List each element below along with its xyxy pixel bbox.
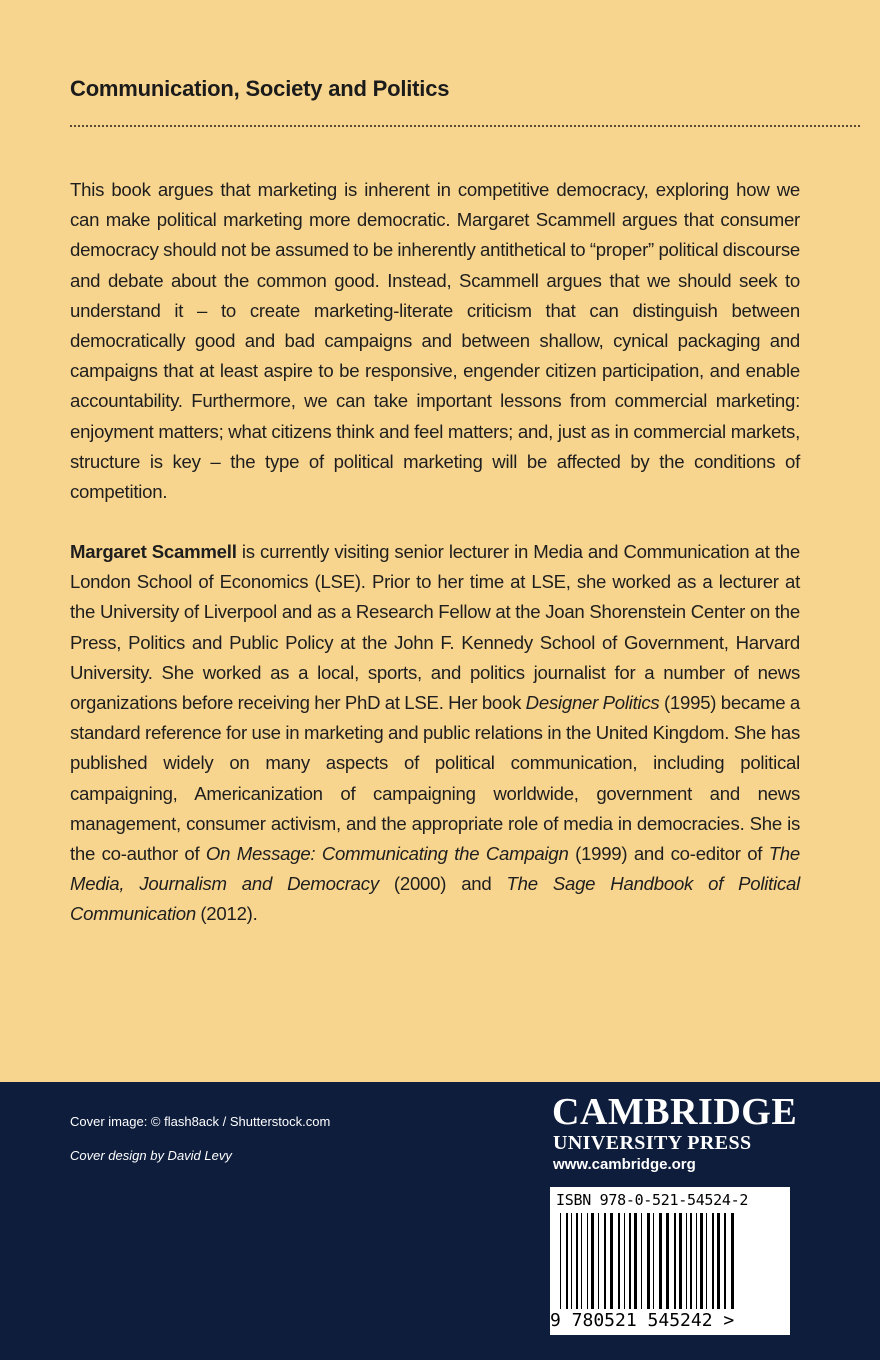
footer-band [0,1082,880,1360]
cover-design-credit: Cover design by David Levy [70,1148,232,1163]
cover-image-credit: Cover image: © flash8ack / Shutterstock.com [70,1114,331,1129]
publisher-logo-subtitle: UNIVERSITY PRESS [553,1132,752,1154]
author-name: Margaret Scammell [70,541,237,562]
barcode-bar [686,1213,687,1309]
barcode-bar [641,1213,642,1309]
barcode-bar [674,1213,676,1309]
barcode-bar [604,1213,606,1309]
barcode-bar [581,1213,582,1309]
bio-text-3: (1999) and co-editor of [568,843,769,865]
barcode-bar [712,1213,714,1309]
bio-text-1: is currently visiting senior lecturer in Media and Communication at the London School of Economics (LSE). Prior to her time at LSE, she worked as a lecturer at the University of Liverpool and as a Research Fellow at the Joan Shorenstein Center on the Press, Politics and Public Policy at the John F. Kennedy School of Government, Harvard University. She worked as a local, sports, and politics journalist for a number of news organizations before receiving her PhD at LSE. Her book [70,541,800,714]
author-bio [70,537,800,930]
ean-digits: 9 780521 545242 > [550,1310,735,1331]
barcode-bar [634,1213,637,1309]
barcode-bar [587,1213,588,1309]
barcode-bar [624,1213,625,1309]
barcode-bar [610,1213,613,1309]
barcode-bar [666,1213,669,1309]
barcode-bar [591,1213,594,1309]
series-title: Communication, Society and Politics [70,76,450,101]
book-title-media-journalism: The Media, Journalism and Democracy [70,843,800,895]
barcode-bar [566,1213,568,1309]
barcode-bar [690,1213,692,1309]
barcode-bar [731,1213,734,1309]
book-title-on-message: On Message: Communicating the Campaign [205,843,569,865]
barcode-bar [706,1213,707,1309]
barcode-bar [717,1213,720,1309]
publisher-url[interactable]: www.cambridge.org [553,1156,696,1173]
barcode-bars [556,1213,784,1309]
book-title-sage-handbook: The Sage Handbook of Political Communication [70,873,800,925]
barcode-bar [571,1213,572,1309]
publisher-logo-name: CAMBRIDGE [552,1091,798,1133]
barcode-bar [700,1213,703,1309]
barcode-bar [653,1213,654,1309]
barcode-bar [618,1213,620,1309]
barcode-bar [679,1213,682,1309]
bio-text-4: (2000) and [378,873,507,895]
barcode-bar [560,1213,561,1309]
book-description: This book argues that marketing is inherent in competitive democracy, exploring how we can make political marketing more democratic. Margaret Scammell argues that consumer democracy should not be assumed to be inherently antithetical to “proper” political discourse and debate about the common good. Instead, Scammell argues that we should seek to understand it – to create marketing-literate criticism that can distinguish between democratically good and bad campaigns and between shallow, cynical packaging and campaigns that at least aspire to be responsive, engender citizen participation, and enable accountability. Furthermore, we can take important lessons from commercial marketing: enjoyment matters; what citizens think and feel matters; and, just as in commercial markets, structure is key – the type of political marketing will be affected by the conditions of competition. [70,179,800,503]
barcode-bar [659,1213,662,1309]
barcode-bar [629,1213,631,1309]
isbn-label: ISBN 978-0-521-54524-2 [556,1191,749,1209]
barcode-bar [647,1213,650,1309]
dotted-divider [70,125,860,127]
barcode-bar [724,1213,726,1309]
barcode-bar [696,1213,697,1309]
barcode-bar [576,1213,578,1309]
barcode-bar [598,1213,599,1309]
book-title-designer-politics: Designer Politics [525,692,660,714]
bio-text-5: (2012). [195,903,258,925]
bio-text-2: (1995) became a standard reference for use in marketing and public relations in the United Kingdom. She has published widely on many aspects of political communication, including political campaigning, Americanization of campaigning worldwide, government and news management, consumer activism, and the appropriate role of media in democracies. She is the co-author of [70,692,800,865]
barcode [550,1187,790,1335]
